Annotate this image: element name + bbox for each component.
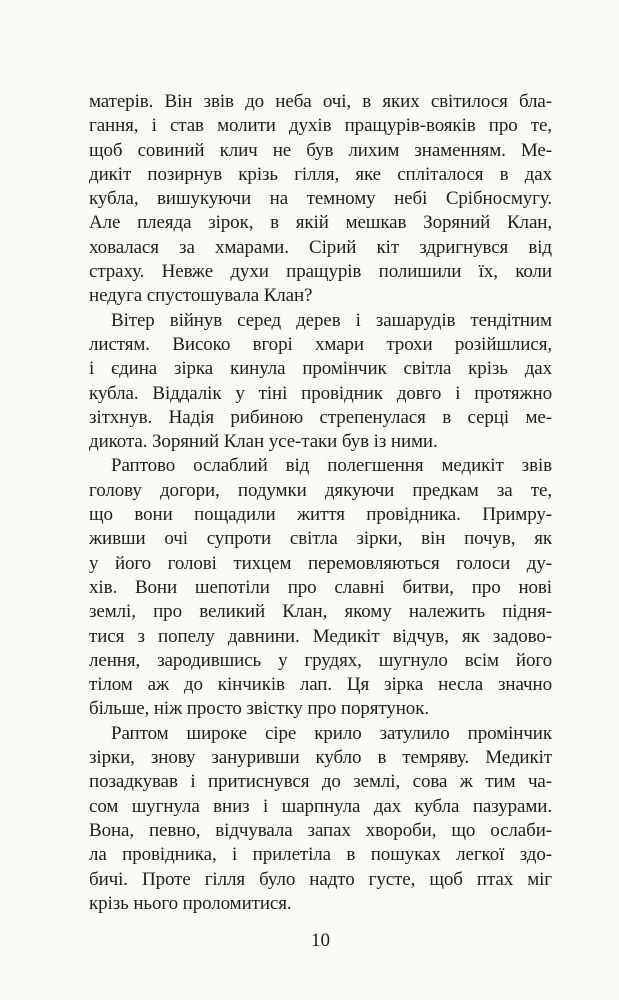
text-line: Раптово ослаблий від полегшення медикіт звів [111, 455, 552, 477]
paragraph [89, 722, 552, 916]
text-line: гання, і став молити духів пращурів-вояків про те, [89, 115, 552, 137]
paragraph [89, 454, 552, 721]
page-number: 10 [311, 930, 330, 951]
text-line: зітхнув. Надія рибиною стрепенулася в серці ме- [89, 406, 552, 428]
text-line: що вони пощадили життя провідника. Примру- [89, 504, 552, 526]
text-line: зірки, знову зануривши кубло в темряву. Медикіт [89, 747, 552, 769]
text-line: крізь нього проломитися. [89, 892, 292, 914]
text-line: кубла, вишукуючи на темному небі Срібносмугу. [89, 188, 552, 210]
text-line: тілом аж до кінчиків лап. Ця зірка несла значно [89, 674, 552, 696]
text-line: ховалася за хмарами. Сірий кіт здригнувся від [89, 236, 552, 258]
text-line: дикіт позирнув крізь гілля, яке спліталося в дах [89, 163, 552, 185]
text-line: бичі. Проте гілля було надто густе, щоб птах міг [89, 868, 552, 890]
text-line: голову догори, подумки дякуючи предкам за те, [89, 479, 552, 501]
text-line: ла провідника, і прилетіла в пошуках легкої здо- [89, 844, 552, 866]
paragraph [89, 90, 552, 309]
text-line: і єдина зірка кинула промінчик світла крізь дах [89, 358, 552, 380]
text-line: Раптом широке сіре крило затулило промінчик [111, 722, 552, 744]
text-line: сом шугнула вниз і шарпнула дах кубла пазурами. [89, 795, 552, 817]
text-line: матерів. Він звів до неба очі, в яких світилося бла- [89, 91, 552, 112]
text-line: більше, ніж просто звістку про порятунок. [89, 698, 429, 720]
paragraph [89, 309, 552, 455]
text-line: кубла. Віддалік у тіні провідник довго і протяжно [89, 382, 552, 404]
text-line: живши очі супроти світла зірки, він почув, як [89, 528, 552, 550]
text-line: щоб совиний клич не був лихим знаменням. Ме- [89, 139, 552, 161]
text-line: лення, зародившись у грудях, шугнуло всім його [89, 649, 552, 671]
text-block [89, 90, 552, 916]
text-line: тися з попелу давнини. Медикіт відчув, як задово- [89, 625, 552, 647]
text-line: недуга спустошувала Клан? [89, 285, 313, 307]
text-line: позадкував і притиснувся до землі, сова ж тим ча- [89, 771, 552, 793]
text-line: хів. Вони шепотіли про славні битви, про нові [89, 576, 552, 598]
text-line: листям. Високо вгорі хмари трохи розійшлися, [89, 333, 552, 355]
text-line: у його голові тихцем перемовляються голоси ду- [89, 552, 552, 574]
text-line: Вона, певно, відчувала запах хвороби, що ослаби- [89, 819, 552, 841]
text-line: дикота. Зоряний Клан усе-таки був із ними. [89, 431, 438, 453]
text-line: Вітер війнув серед дерев і зашарудів тендітним [111, 309, 552, 331]
text-line: землі, про великий Клан, якому належить підня- [89, 601, 552, 623]
text-line: Але плеяда зірок, в якій мешкав Зоряний Клан, [89, 212, 552, 234]
text-line: страху. Невже духи пращурів полишили їх, коли [89, 261, 552, 283]
